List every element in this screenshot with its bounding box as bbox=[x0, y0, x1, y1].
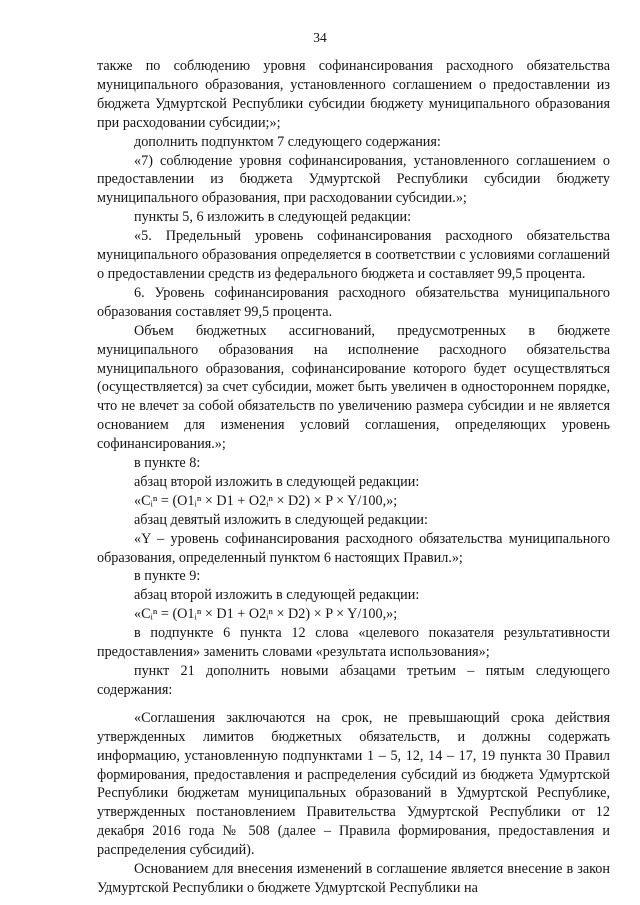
paragraph: «5. Предельный уровень софинансирования расходного обязательства муниципального образования определяется в соответствии с условиями соглашений о предоставлении средств из федерального бюджета и составляет 99,5 процента. bbox=[97, 228, 610, 282]
formula-line: «Cᵢⁿ = (O1ᵢⁿ × D1 + O2ᵢⁿ × D2) × P × Y/100,»; bbox=[134, 606, 398, 623]
paragraph: 6. Уровень софинансирования расходного обязательства муниципального образования составляет 99,5 процента. bbox=[97, 284, 610, 320]
paragraph: «7) соблюдение уровня софинансирования, установленного соглашением о предоставлении из бюджета Удмуртской Республики субсидии бюджету муниципального образования, при расходовании субсидии.»; bbox=[97, 152, 610, 207]
paragraph: пункты 5, 6 изложить в следующей редакции: bbox=[134, 209, 412, 226]
formula-line: «Cᵢⁿ = (O1ᵢⁿ × D1 + O2ᵢⁿ × D2) × P × Y/100,»; bbox=[134, 492, 398, 509]
paragraph: Основанием для внесения изменений в соглашение является внесение в закон Удмуртской Республики о бюджете Удмуртской Республики на bbox=[97, 861, 610, 896]
paragraph: абзац второй изложить в следующей редакции: bbox=[134, 587, 420, 604]
paragraph: «Y – уровень софинансирования расходного обязательства муниципального образования, определенный пунктом 6 настоящих Правил.»; bbox=[97, 530, 610, 566]
page-number: 34 bbox=[313, 30, 327, 45]
paragraph: пункт 21 дополнить новыми абзацами третьим – пятым следующего содержания: bbox=[97, 663, 610, 698]
paragraph: дополнить подпунктом 7 следующего содержания: bbox=[134, 133, 441, 150]
paragraph: в пункте 9: bbox=[134, 568, 201, 585]
paragraph: Объем бюджетных ассигнований, предусмотренных в бюджете муниципального образования на исполнение расходного обязательства муниципального образования, софинансирование которого будет осуществляться (осуществляется) за счет субсидии, может быть увеличен в одностороннем порядке, что не влечет за собой обязательств по увеличению размера субсидии и не является основанием для изменения условий соглашения, определяющих уровень софинансирования.»; bbox=[97, 322, 610, 453]
paragraph: также по соблюдению уровня софинансирования расходного обязательства муниципального образования, установленного соглашением о предоставлении из бюджета Удмуртской Республики субсидии бюджету муниципального образования при расходовании субсидии;»; bbox=[97, 58, 610, 131]
paragraph: абзац второй изложить в следующей редакции: bbox=[134, 473, 420, 490]
document-body bbox=[97, 57, 610, 898]
paragraph: в подпункте 6 пункта 12 слова «целевого показателя результативности предоставления» заменить словами «результата использования»; bbox=[97, 625, 610, 661]
paragraph: в пункте 8: bbox=[134, 455, 201, 472]
paragraph: «Соглашения заключаются на срок, не превышающий срока действия утвержденных лимитов бюджетных обязательств, и должны содержать информацию, установленную подпунктами 1 – 5, 12, 14 – 17, 19 пункта 30 Правил формирования, предоставления и распределения субсидий из бюджета Удмуртской Республики бюджетам муниципальных образований в Удмуртской Республике, утвержденных постановлением Правительства Удмуртской Республики от 12 декабря 2016 года № 508 (далее – Правила формирования, предоставления и распределения субсидий). bbox=[97, 709, 610, 859]
paragraph: абзац девятый изложить в следующей редакции: bbox=[134, 511, 428, 528]
